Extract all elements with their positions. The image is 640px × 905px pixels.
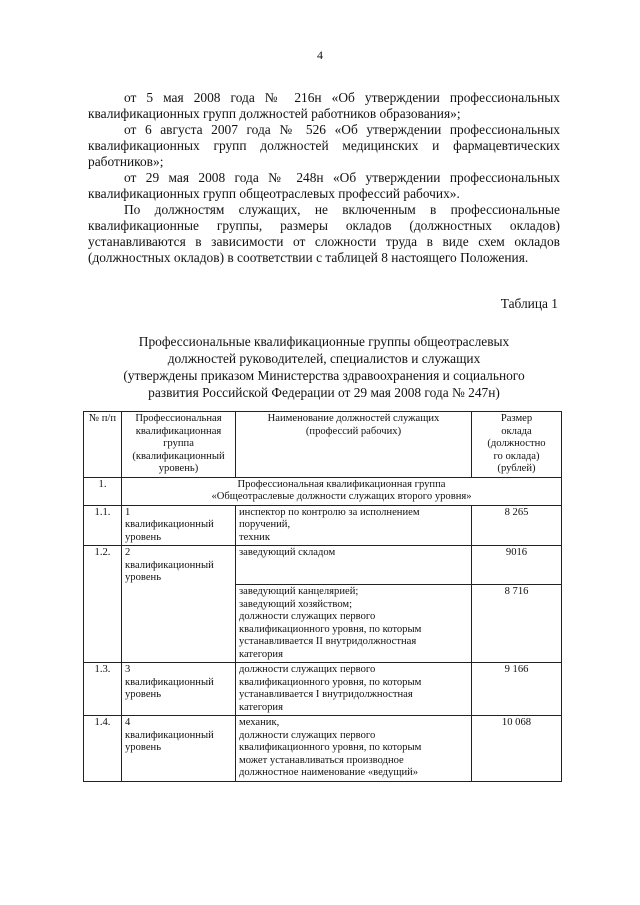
- row-positions: инспектор по контролю за исполнением поручений, техник: [236, 505, 472, 546]
- row-level: 4 квалификационный уровень: [122, 716, 236, 782]
- row-positions: заведующий складом: [236, 546, 472, 585]
- table-row: [84, 716, 562, 782]
- row-level: 1 квалификационный уровень: [122, 505, 236, 546]
- header-qualification-group: Профессиональная квалификационная группа (квалификационный уровень): [122, 412, 236, 478]
- table-title: Профессиональные квалификационные группы общеотраслевых должностей руководителей, специалистов и служащих (утверждены приказом Министерства здравоохранения и социального развития Российской Федерации от 29 мая 2008 года № 247н): [123, 334, 525, 400]
- paragraph-order-216n: от 5 мая 2008 года № 216н «Об утверждении профессиональных квалификационных групп должностей работников образования»;: [88, 90, 560, 121]
- row-salary: 8 265: [472, 505, 562, 546]
- row-salary: 9016: [472, 546, 562, 585]
- row-positions: должности служащих первого квалификационного уровня, по которым устанавливается I внутридолжностная категория: [236, 663, 472, 716]
- header-number: № п/п: [84, 412, 122, 478]
- table-group-row: [84, 477, 562, 505]
- qualification-groups-table: [83, 411, 562, 782]
- row-salary: 9 166: [472, 663, 562, 716]
- row-positions: заведующий канцелярией; заведующий хозяйством; должности служащих первого квалификационного уровня, по которым устанавливается II внутридолжностная категория: [236, 585, 472, 663]
- paragraph-salary-schemes: По должностям служащих, не включенным в профессиональные квалификационные группы, размеры окладов (должностных окладов) устанавливаются в зависимости от сложности труда в виде схем окладов (должностных окладов) в соответствии с таблицей 8 настоящего Положения.: [88, 202, 560, 265]
- row-level: 3 квалификационный уровень: [122, 663, 236, 716]
- row-salary: 8 716: [472, 585, 562, 663]
- header-position-names: Наименование должностей служащих (профессий рабочих): [236, 412, 472, 478]
- paragraph-order-526: от 6 августа 2007 года № 526 «Об утверждении профессиональных квалификационных групп должностей медицинских и фармацевтических работников»;: [88, 122, 560, 169]
- row-positions: механик, должности служащих первого квалификационного уровня, по которым может устанавливаться производное должностное наименование «ведущий»: [236, 716, 472, 782]
- table-row: [84, 663, 562, 716]
- row-number: 1.4.: [84, 716, 122, 782]
- row-level: 2 квалификационный уровень: [122, 546, 236, 663]
- row-salary: 10 068: [472, 716, 562, 782]
- header-salary: Размер оклада (должностно го оклада) (рублей): [472, 412, 562, 478]
- table-row: [84, 546, 562, 585]
- row-number: 1.3.: [84, 663, 122, 716]
- table-label: Таблица 1: [500, 296, 558, 311]
- body-text: [88, 90, 560, 266]
- row-number: 1.1.: [84, 505, 122, 546]
- group-number: 1.: [84, 477, 122, 505]
- table-header-row: [84, 412, 562, 478]
- table-row: [84, 505, 562, 546]
- row-number: 1.2.: [84, 546, 122, 663]
- paragraph-order-248n: от 29 мая 2008 года № 248н «Об утверждении профессиональных квалификационных групп общеотраслевых профессий рабочих».: [88, 170, 560, 201]
- page-number: 4: [317, 48, 323, 62]
- group-title: Профессиональная квалификационная группа «Общеотраслевые должности служащих второго уровня»: [122, 477, 562, 505]
